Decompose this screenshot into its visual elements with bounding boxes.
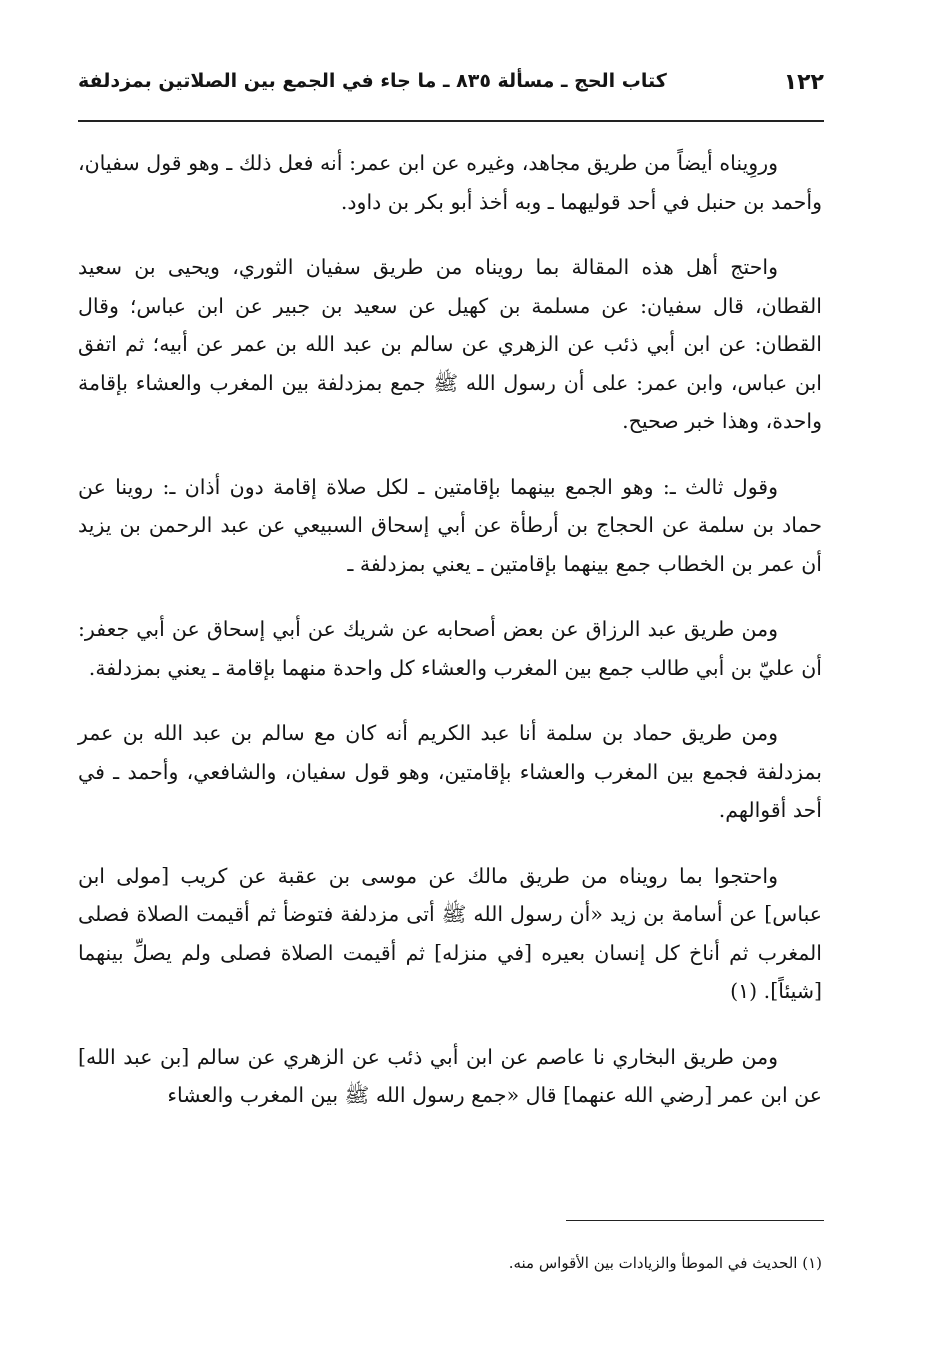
paragraph: وروِيناه أيضاً من طريق مجاهد، وغيره عن ابن عمر: أنه فعل ذلك ـ وهو قول سفيان، وأحمد بن حنبل في أحد قوليهما ـ وبه أخذ أبو بكر بن داود. — [78, 151, 822, 214]
paragraph: ومن طريق حماد بن سلمة أنا عبد الكريم أنه كان مع سالم بن عبد الله بن عمر بمزدلفة فجمع بين المغرب والعشاء بإقامتين، وهو قول سفيان، والشافعي، وأحمد ـ في أحد أقوالهم. — [78, 721, 822, 822]
page-number: ١٢٢ — [783, 70, 824, 95]
running-header — [78, 70, 824, 104]
paragraph: واحتج أهل هذه المقالة بما رويناه من طريق سفيان الثوري، ويحيى بن سعيد القطان، قال سفيان: عن مسلمة بن كهيل عن سعيد بن جبير عن ابن عباس؛ وقال القطان: عن ابن أبي ذئب عن الزهري عن سالم بن عبد الله بن عمر عن أبيه؛ ثم اتفق ابن عباس، وابن عمر: على أن رسول الله ﷺ جمع بمزدلفة بين المغرب والعشاء بإقامة واحدة، وهذا خبر صحيح. — [78, 255, 822, 433]
footnote: (١) الحديث في الموطأ والزيادات بين الأقواس منه. — [508, 1254, 822, 1272]
paragraph: واحتجوا بما رويناه من طريق مالك عن موسى بن عقبة عن كريب [مولى ابن عباس] عن أسامة بن زيد «أن رسول الله ﷺ أتى مزدلفة فتوضأ ثم أقيمت الصلاة فصلى المغرب ثم أناخ كل إنسان بعيره [في منزله] ثم أقيمت الصلاة فصلى ولم يصلِّ بينهما [شيئاً]. (١) — [78, 863, 822, 1003]
paragraph: ومن طريق البخاري نا عاصم عن ابن أبي ذئب عن الزهري عن سالم [بن عبد الله] عن ابن عمر [رضي الله عنهما] قال «جمع رسول الله ﷺ بين المغرب والعشاء — [78, 1044, 822, 1107]
footnote-divider — [566, 1220, 824, 1221]
paragraph: وقول ثالث ـ: وهو الجمع بينهما بإقامتين ـ لكل صلاة إقامة دون أذان ـ: روينا عن حماد بن سلمة عن الحجاج بن أرطأة عن أبي إسحاق السبيعي عن عبد الرحمن بن يزيد أن عمر بن الخطاب جمع بينهما بإقامتين ـ يعني بمزدلفة ـ — [78, 474, 822, 576]
paragraph: ومن طريق عبد الرزاق عن بعض أصحابه عن شريك عن أبي إسحاق عن أبي جعفر: أن عليّ بن أبي طالب جمع بين المغرب والعشاء كل واحدة منهما بإقامة ـ يعني بمزدلفة. — [78, 617, 822, 680]
running-title: كتاب الحج ـ مسألة ٨٣٥ ـ ما جاء في الجمع بين الصلاتين بمزدلفة — [78, 70, 667, 92]
header-divider — [78, 120, 824, 122]
main-text — [78, 144, 822, 1142]
